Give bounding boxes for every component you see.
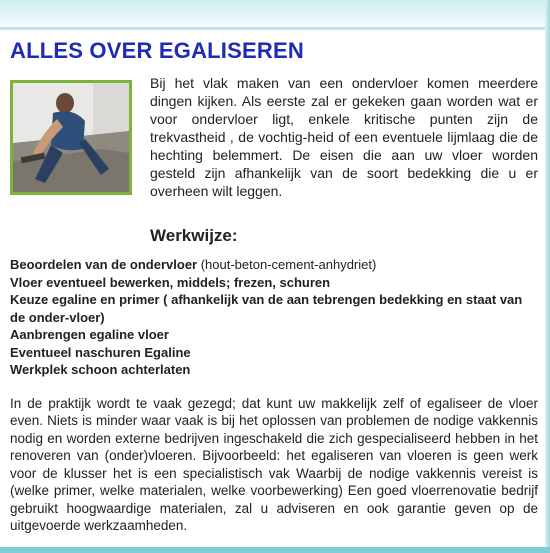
article [10,38,538,535]
step-bold-text: Eventueel naschuren Egaline [10,344,191,360]
step-bold-text: Keuze egaline en primer ( afhankelijk van de aan tebrengen bedekking en staat van de onder-vloer) [10,292,523,325]
intro-section [10,74,538,256]
list-item [10,326,538,344]
list-item [10,291,538,326]
top-divider [0,27,550,30]
right-frame-edge [545,0,550,553]
step-rest-text: (hout-beton-cement-anhydriet) [197,257,377,272]
steps-list [10,256,538,379]
list-item [10,361,538,379]
intro-paragraph: Bij het vlak maken van een ondervloer komen meerdere dingen kijken. Als eerste zal er gekeken gaan worden wat er voor ondervloer ligt, enkele kritische punten zijn de trekvastheid , de vochtig-heid of een eventuele lijmlaag die de hechting belemmert. De eisen die aan uw vloer worden gesteld zijn afhankelijk van de soort bedekking die u er overheen wilt leggen. [150,75,538,199]
step-bold-text: Aanbrengen egaline vloer [10,327,169,342]
worker-leveling-floor-photo [10,80,132,195]
list-item [10,274,538,292]
body-paragraph: In de praktijk wordt te vaak gezegd; dat kunt uw makkelijk zelf of egaliseer de vloer even. Niets is minder waar vaak is bij het oplossen van problemen de nodige vakkennis nodig en worden externe bedrijven ingeschakeld die zich gespecialiseerd hebben in het renoveren van (onder)vloeren. Bijvoorbeeld: het egaliseren van vloeren is geen werk voor de klusser het is een specialistisch vak Waarbij de nodige vakkennis vereist is (welke primer, welke materialen, welke voorbewerking) Een goed vloerrenovatie bedrijf gebruikt hoogwaardige materialen, zal u adviseren en ook garantie geven op de uitgevoerde werkzaamheden. [10,395,538,533]
list-item [10,344,538,362]
browser-top-bar [0,0,550,30]
bottom-frame-edge [0,547,550,553]
section-heading: Werkwijze: [150,226,238,245]
photo-illustration [13,83,129,192]
step-bold-text: Beoordelen van de ondervloer [10,257,198,272]
page-title: ALLES OVER EGALISEREN [10,38,304,63]
list-item [10,256,538,274]
step-bold-text: Vloer eventueel bewerken, middels; frezen, schuren [10,274,331,290]
step-bold-text: Werkplek schoon achterlaten [10,362,191,377]
